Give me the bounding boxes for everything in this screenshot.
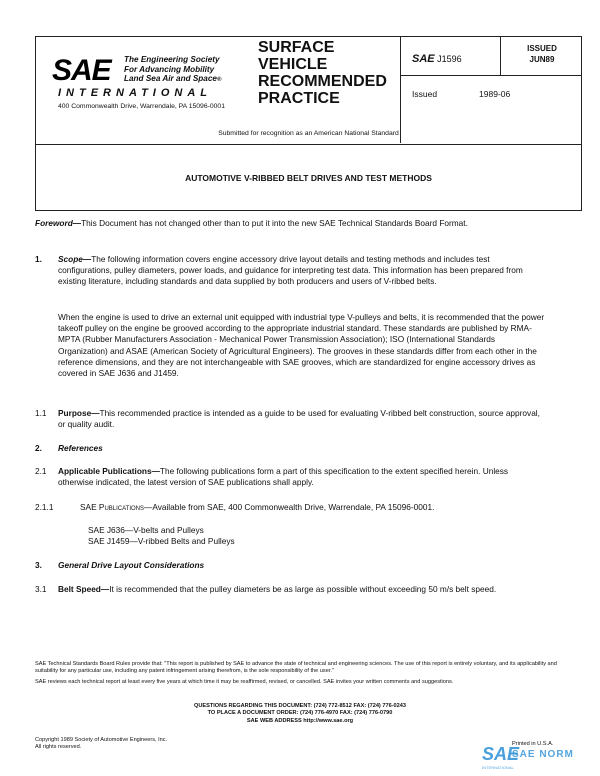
reference-list: [35, 525, 598, 547]
reference-item: SAE J636—V-belts and Pulleys: [88, 525, 204, 535]
document-title-box: [36, 145, 581, 210]
issued-date-row: Issued 1989-06: [412, 89, 511, 99]
section-1: 1. Scope—The following information covers engine accessory drive layout details and testing methods and includes test configurations, pulley diameters, power loads, and guidance for interpreting test data. This information has been prepared from existing literature, including standards and data supplied by both producers and users of V-ribbed belts.: [35, 254, 523, 287]
reference-item: SAE J1459—V-ribbed Belts and Pulleys: [88, 536, 235, 547]
document-number: SAE J1596: [412, 53, 462, 65]
divider: [500, 37, 501, 75]
document-type-title: SURFACE VEHICLE RECOMMENDED PRACTICE: [258, 39, 387, 107]
footer-note: SAE reviews each technical report at least every five years at which time it may be reaffirmed, revised, or cancelled. SAE invites your written comments and suggestions.: [35, 679, 454, 686]
footer-notes: [35, 661, 575, 687]
printed-in: Printed in U.S.A.: [512, 741, 554, 747]
section-1-paragraph-2: When the engine is used to drive an external unit equipped with industrial type V-pulleys and belts, it is recommended that the power takeoff pulley on the engine be grooved according to the appropriate industrial standard. These standards are published by RMA-MPTA (Rubber Manufacturers Association - Mechanical Power Transmission Association); ISO (International Standards Organization) and ASAE (American Society of Agricultural Engineers). The grooves in these standards differ from each other in the reference dimensions, and they are not interchangeable with SAE grooves, which are standardized for engine accessory drives as covered in SAE J636 and J1459.: [58, 312, 545, 379]
society-tagline: The Engineering Society For Advancing Mobility Land Sea Air and Space®: [124, 55, 222, 83]
sae-address: 400 Commonwealth Drive, Warrendale, PA 15096-0001: [58, 103, 225, 110]
header: [36, 37, 581, 145]
contact-block: QUESTIONS REGARDING THIS DOCUMENT: (724) 772-8512 FAX: (724) 776-0243 TO PLACE A DOCUMENT ORDER: (724) 776-4970 FAX: (724) 776-0790 SAE WEB ADDRESS http://www.sae.org: [193, 703, 406, 724]
sae-norm-stamp: SAE SAE NORM INTERNATIONAL: [482, 744, 574, 770]
foreword: Foreword—This Document has not changed other than to put it into the new SAE Technical Standards Board Format.: [35, 218, 468, 228]
section-1-1: 1.1 Purpose—This recommended practice is intended as a guide to be used for evaluating V-ribbed belt construction, source approval, or quality audit.: [35, 408, 540, 430]
sae-logo: SAE: [52, 54, 111, 87]
submitted-note: Submitted for recognition as an American National Standard: [218, 130, 399, 137]
footer-note: SAE Technical Standards Board Rules provide that: "This report is published by SAE to advance the state of technical and engineering sciences. The use of this report is entirely voluntary, and its applicability and suitability for any particular use, including any patent infringement arising therefrom, is the sole responsibility of the user.": [35, 661, 557, 675]
divider: [400, 75, 581, 76]
document-title: AUTOMOTIVE V-RIBBED BELT DRIVES AND TEST METHODS: [185, 173, 432, 183]
copyright: Copyright 1989 Society of Automotive Engineers, Inc. All rights reserved.: [35, 737, 168, 751]
issued-block: ISSUED JUN89: [527, 44, 557, 64]
international-wordmark: INTERNATIONAL: [58, 87, 213, 99]
section-3: 3. General Drive Layout Considerations: [35, 560, 205, 570]
section-2: 2. References: [35, 443, 103, 453]
section-2-1: 2.1 Applicable Publications—The following publications form a part of this specification to the extent specified herein. Unless otherwise indicated, the latest version of SAE publications shall apply.: [35, 466, 509, 488]
divider: [400, 37, 401, 143]
header-frame: [35, 36, 582, 211]
section-2-1-1: 2.1.1 SAE Publications—Available from SAE, 400 Commonwealth Drive, Warrendale, PA 15096-0001.: [35, 502, 435, 512]
section-3-1: 3.1 Belt Speed—It is recommended that the pulley diameters be as large as possible without exceeding 50 m/s belt speed.: [35, 584, 497, 594]
